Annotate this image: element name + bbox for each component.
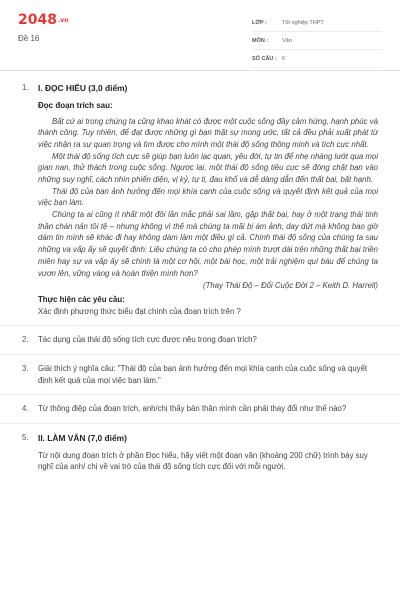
question-text: Từ nội dung đoạn trích ở phần Đọc hiểu, hãy viết một đoạn văn (khoảng 200 chữ) trình bày suy nghĩ của anh/ chị về vai trò của thái độ sống tích cực đối với mỗi người.: [38, 450, 368, 472]
meta-row-subject: [252, 32, 382, 50]
exam-title: Đề 16: [18, 34, 40, 43]
question-5: [0, 432, 400, 473]
meta-value: Văn: [282, 37, 292, 44]
question-number: 1.: [22, 83, 29, 92]
question-4: [0, 403, 400, 415]
passage-source: (Thay Thái Độ – Đổi Cuộc Đời 2 – Keith D. Harrell): [202, 281, 378, 291]
divider: [0, 394, 400, 395]
exam-header: [0, 0, 400, 71]
passage-paragraph: Chúng ta ai cũng ít nhất một đôi lần mắc phải sai lầm, gặp thất bại, hay ở một trạng thái tinh thần chán nản tồi tệ – nhưng không vì thế mà chúng ta mãi bị ám ảnh, day dứt mà không bao giờ dám tin mình sẽ khác đi hay không dám làm một điều gì cả. Chính thái độ sống của chúng ta sau những va vấp ấy sẽ quyết định: Liệu chúng ta có cho phép mình trượt dài trên những thất bại triền miên hay sự va vấp ấy sẽ chính là một cơ hội, một bài học, một trải nghiệm quí báu để chúng ta vươn lên, vững vàng và hoàn thiện mình hơn?: [38, 210, 378, 278]
question-3: [0, 363, 400, 386]
question-text: Tác dụng của thái độ sống tích cực được nêu trong đoạn trích?: [38, 335, 257, 345]
meta-label: LỚP :: [252, 19, 267, 26]
meta-row-class: [252, 14, 382, 32]
passage-paragraph: Bất cứ ai trong chúng ta cũng khao khát có được một cuộc sống đầy cảm hứng, hạnh phúc và thành công. Tuy nhiên, để đạt được những gì bạn thật sự mong ước, tất cả đều phải xuất phát từ việc nhận ra sự quan trọng và tìm được cho mình một thái độ sống thông minh và tích cực nhất.: [38, 116, 378, 149]
meta-value: Tốt nghiệp THPT: [282, 19, 324, 26]
meta-label: SỐ CÂU :: [252, 55, 277, 62]
section-title: I. ĐỌC HIỂU (3,0 điểm): [38, 83, 128, 93]
question-1: [0, 82, 400, 317]
logo-suffix: .vn: [57, 16, 69, 24]
exam-meta-table: [252, 14, 382, 68]
divider: [0, 423, 400, 424]
question-text: Giải thích ý nghĩa câu: "Thái độ của bạn ảnh hưởng đến mọi khía cạnh của cuộc sống và quyết định kết quả của mọi việc bạn làm.": [38, 363, 368, 385]
divider: [0, 354, 400, 355]
question-number: 4.: [22, 404, 29, 414]
passage-paragraph: Thái độ của bạn ảnh hưởng đến mọi khía cạnh của cuộc sống và quyết định kết quả của mọi việc bạn làm.: [38, 186, 378, 208]
passage-paragraph: Một thái độ sống tích cực sẽ giúp bạn luôn lạc quan, yêu đời, tự tin để nhẹ nhàng lướt qua mọi gian nan, thử thách trong cuộc sống. Ngược lại, một thái độ sống tiêu cực sẽ đóng chặt bạn vào những suy nghĩ, cách nhìn phiến diện, vị kỷ, tự ti, đau khổ và dễ dàng dẫn đến thất bại, bất hạnh.: [38, 151, 378, 185]
question-2: [0, 334, 400, 346]
question-text: Xác định phương thức biểu đạt chính của đoạn trích trên ?: [38, 306, 241, 316]
divider: [0, 325, 400, 326]
meta-row-count: [252, 50, 382, 68]
question-number: 3.: [22, 363, 29, 373]
question-number: 5.: [22, 433, 29, 443]
exam-content: [0, 82, 400, 473]
reading-instruction: Đọc đoạn trích sau:: [38, 100, 113, 110]
section-title: II. LÀM VĂN (7,0 điểm): [38, 433, 127, 444]
meta-label: MÔN :: [252, 37, 269, 44]
site-logo[interactable]: [18, 12, 68, 28]
meta-value: 6: [282, 55, 286, 62]
question-number: 2.: [22, 335, 29, 345]
logo-text: 2048: [18, 12, 57, 28]
question-text: Từ thông điệp của đoạn trích, anh/chị thấy bản thân mình cần phải thay đổi như thế nào?: [38, 404, 347, 414]
requirements-title: Thực hiện các yêu cầu:: [38, 294, 125, 304]
